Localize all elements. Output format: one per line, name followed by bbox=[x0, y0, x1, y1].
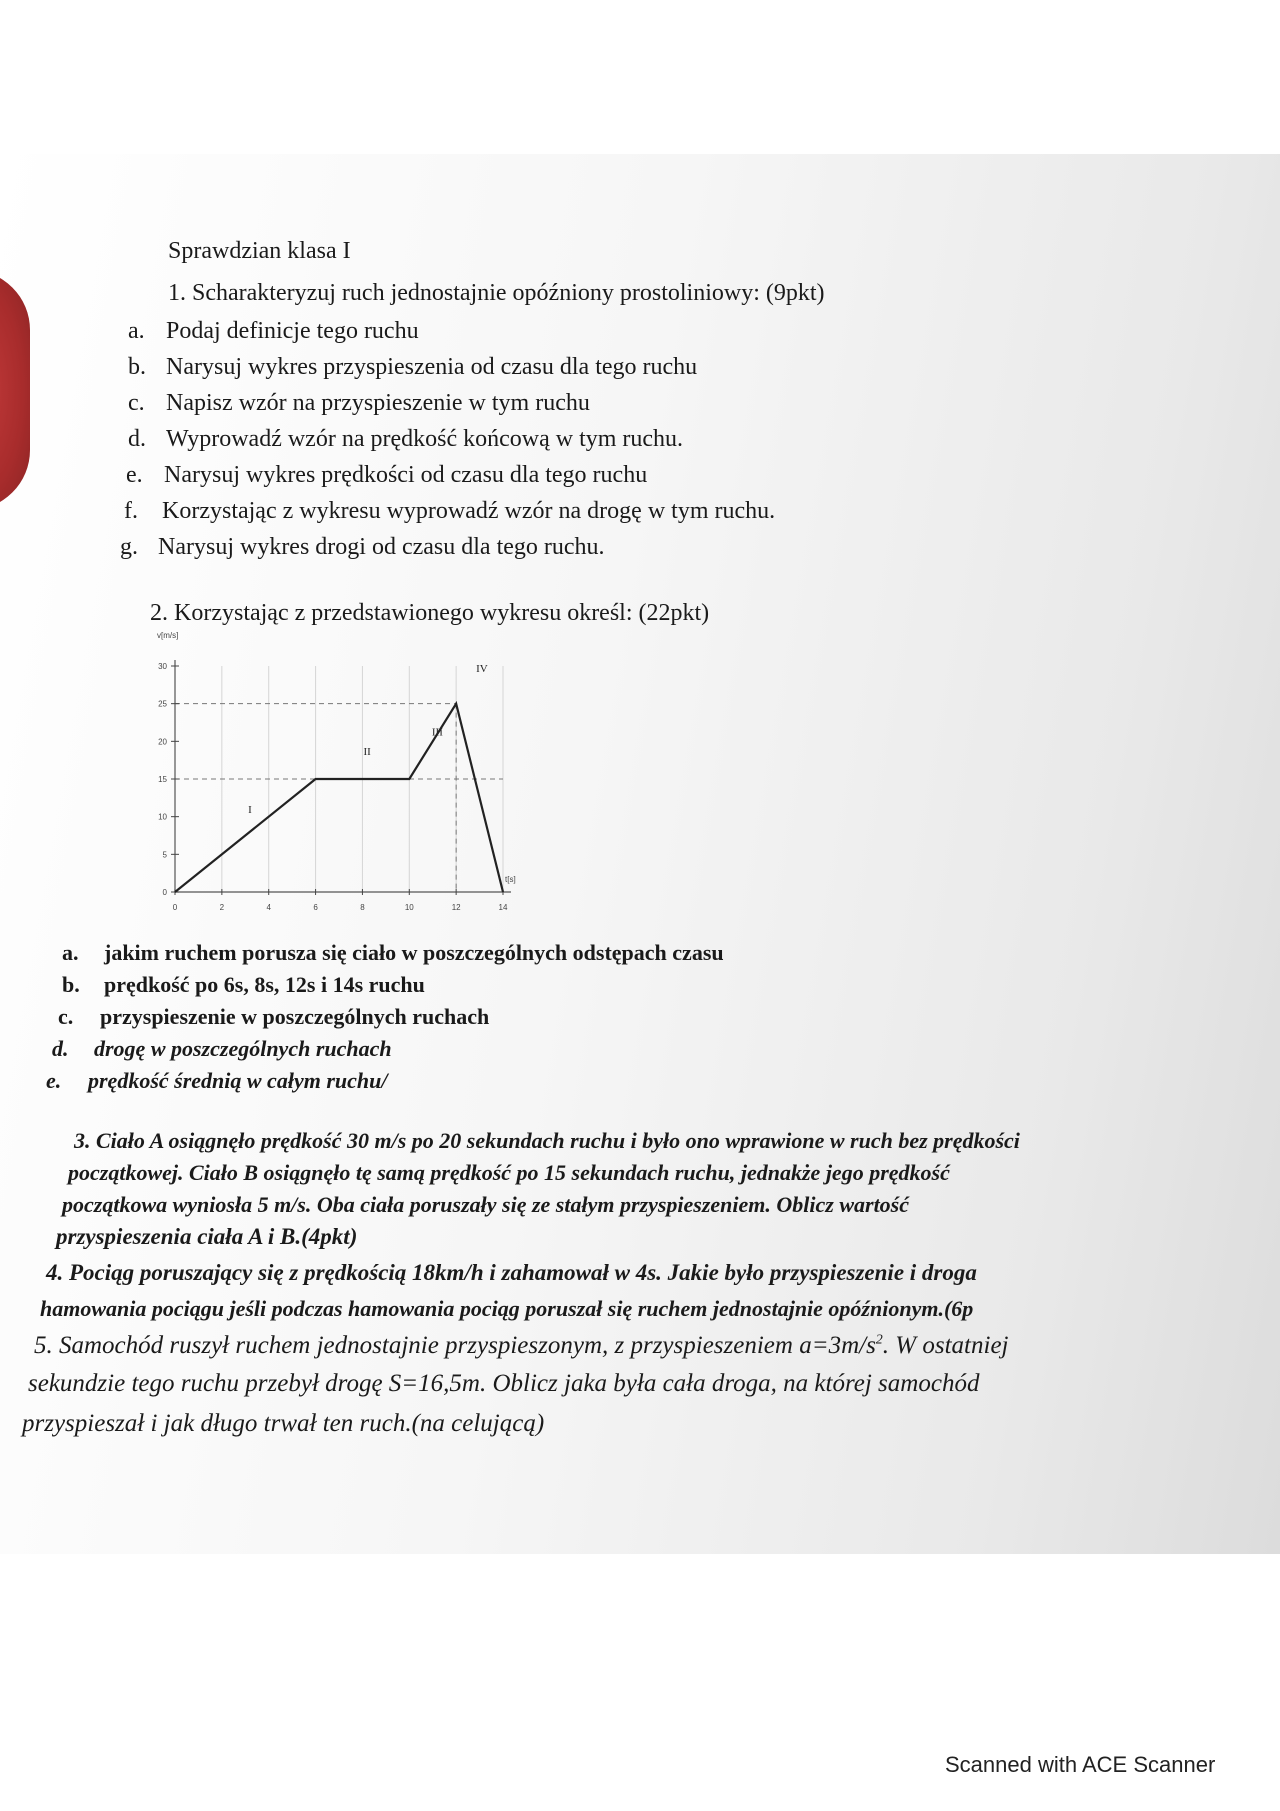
item-text: Podaj definicje tego ruchu bbox=[166, 318, 419, 344]
y-tick-label: 10 bbox=[158, 812, 167, 822]
task1-item-c bbox=[128, 390, 590, 417]
item-text: przyspieszenie w poszczególnych ruchach bbox=[100, 1004, 490, 1029]
segment-label: II bbox=[363, 745, 371, 758]
y-tick-label: 15 bbox=[158, 775, 167, 784]
x-tick-label: 8 bbox=[360, 903, 365, 912]
task5-line-2: sekundzie tego ruchu przebył drogę S=16,5m. Oblicz jaka była cała droga, na której samochód bbox=[28, 1370, 980, 1397]
item-label: b. bbox=[62, 972, 80, 997]
item-label: d. bbox=[52, 1036, 69, 1061]
task1-item-a bbox=[128, 318, 419, 345]
item-text: prędkość średnią w całym ruchu/ bbox=[88, 1068, 388, 1093]
item-label: e. bbox=[126, 462, 143, 488]
item-text: Napisz wzór na przyspieszenie w tym ruchu bbox=[166, 390, 590, 416]
segment-label: I bbox=[248, 803, 252, 816]
x-tick-label: 0 bbox=[172, 903, 178, 912]
task2-heading: 2. Korzystając z przedstawionego wykresu określ: (22pkt) bbox=[150, 600, 710, 626]
x-tick-label: 10 bbox=[404, 903, 414, 912]
x-tick-label: 4 bbox=[266, 903, 271, 912]
task1-item-b bbox=[128, 354, 697, 381]
task1-heading: 1. Scharakteryzuj ruch jednostajnie opóźniony prostoliniowy: (9pkt) bbox=[168, 280, 825, 306]
x-tick-label: 14 bbox=[498, 903, 508, 912]
task1-item-e bbox=[126, 462, 647, 489]
task3-line-2: początkowej. Ciało B osiągnęło tę samą prędkość po 15 sekundach ruchu, jednakże jego prędkość bbox=[68, 1160, 950, 1185]
task5-line-3: przyspieszał i jak długo trwał ten ruch.(na celującą) bbox=[22, 1410, 545, 1437]
y-tick-label: 20 bbox=[158, 737, 167, 747]
task2-item-d bbox=[52, 1036, 392, 1062]
y-axis-label: v[m/s] bbox=[157, 631, 179, 640]
y-tick-label: 25 bbox=[158, 699, 167, 709]
item-text: jakim ruchem porusza się ciało w poszczególnych odstępach czasu bbox=[104, 940, 724, 965]
task2-item-b bbox=[62, 972, 425, 998]
velocity-time-chart bbox=[140, 630, 520, 930]
y-tick-label: 0 bbox=[162, 888, 167, 897]
segment-label: IV bbox=[476, 663, 488, 676]
x-tick-label: 6 bbox=[313, 903, 318, 912]
chart-svg bbox=[140, 630, 520, 930]
item-text: Narysuj wykres przyspieszenia od czasu dla tego ruchu bbox=[166, 354, 698, 380]
item-label: e. bbox=[46, 1068, 62, 1093]
item-text: drogę w poszczególnych ruchach bbox=[94, 1036, 392, 1061]
item-text: Narysuj wykres drogi od czasu dla tego ruchu. bbox=[158, 534, 605, 560]
task5-text: 5. Samochód ruszył ruchem jednostajnie przyspieszonym, z przyspieszeniem a=3m/s bbox=[34, 1332, 876, 1359]
task3-line-1: 3. Ciało A osiągnęło prędkość 30 m/s po 20 sekundach ruchu i było ono wprawione w ruch bez prędkości bbox=[74, 1128, 1020, 1153]
y-tick-label: 30 bbox=[158, 662, 167, 671]
task1-item-d bbox=[128, 426, 683, 453]
x-axis-label: t[s] bbox=[505, 875, 516, 884]
item-label: g. bbox=[120, 534, 138, 560]
item-label: f. bbox=[124, 498, 138, 524]
segment-label: III bbox=[431, 726, 443, 739]
x-tick-label: 12 bbox=[451, 903, 461, 912]
item-label: a. bbox=[62, 940, 79, 965]
task2-item-e bbox=[46, 1068, 387, 1094]
item-text: prędkość po 6s, 8s, 12s i 14s ruchu bbox=[104, 972, 425, 997]
task5-text-end: . W ostatniej bbox=[882, 1332, 1009, 1359]
task3-line-3: początkowa wyniosła 5 m/s. Oba ciała poruszały się ze stałym przyspieszeniem. Oblicz wartość bbox=[62, 1192, 910, 1217]
velocity-series-line bbox=[175, 704, 503, 892]
item-text: Narysuj wykres prędkości od czasu dla tego ruchu bbox=[164, 462, 648, 488]
task2-item-a bbox=[62, 940, 724, 966]
task2-item-c bbox=[58, 1004, 489, 1030]
task4-line-2: hamowania pociągu jeśli podczas hamowania pociąg poruszał się ruchem jednostajnie opóźnionym.(6p bbox=[40, 1296, 974, 1321]
item-text: Wyprowadź wzór na prędkość końcową w tym ruchu. bbox=[166, 426, 684, 452]
page-title: Sprawdzian klasa I bbox=[168, 238, 351, 264]
y-tick-label: 5 bbox=[162, 850, 167, 860]
item-label: b. bbox=[128, 354, 146, 380]
task5-superscript: 2 bbox=[875, 1332, 883, 1348]
item-label: a. bbox=[128, 318, 145, 344]
task4-line-1: 4. Pociąg poruszający się z prędkością 18km/h i zahamował w 4s. Jakie było przyspieszenie i droga bbox=[46, 1260, 977, 1285]
task5-line-1 bbox=[34, 1332, 1008, 1360]
scanner-watermark: Scanned with ACE Scanner bbox=[945, 1752, 1216, 1777]
task1-item-f bbox=[124, 498, 775, 525]
task3-line-4: przyspieszenia ciała A i B.(4pkt) bbox=[56, 1224, 358, 1249]
item-label: c. bbox=[58, 1004, 74, 1029]
item-text: Korzystając z wykresu wyprowadź wzór na drogę w tym ruchu. bbox=[162, 498, 776, 524]
item-label: c. bbox=[128, 390, 145, 416]
item-label: d. bbox=[128, 426, 146, 452]
x-tick-label: 2 bbox=[219, 903, 225, 912]
task1-item-g bbox=[120, 534, 605, 561]
